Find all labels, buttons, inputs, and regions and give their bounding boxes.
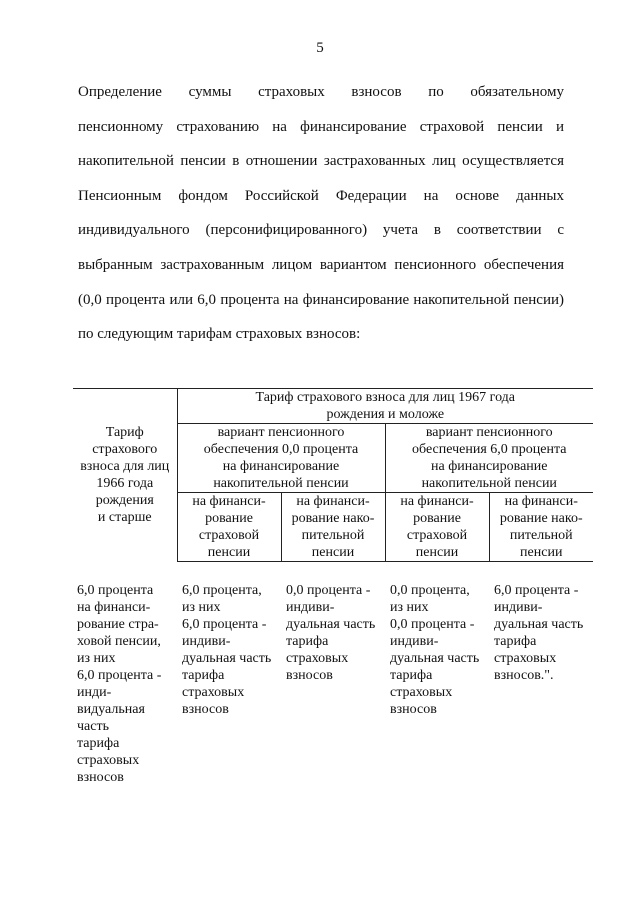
header-line: пенсии bbox=[311, 545, 355, 560]
group-header bbox=[177, 389, 593, 424]
variant-0-header bbox=[177, 424, 385, 493]
subheader-insurance-b bbox=[385, 493, 489, 562]
header-line: рование bbox=[413, 511, 461, 526]
cell-line: страховых bbox=[182, 685, 245, 700]
cell-line: индиви- bbox=[182, 634, 231, 649]
cell-line: 6,0 процента - bbox=[182, 617, 267, 632]
cell-line: тарифа bbox=[494, 634, 537, 649]
cell-line: индиви- bbox=[286, 600, 335, 615]
body-paragraph bbox=[78, 75, 564, 352]
tariff-table bbox=[73, 388, 593, 786]
variant-6-header bbox=[385, 424, 593, 493]
cell-line: взносов.". bbox=[494, 668, 554, 683]
cell-line: 0,0 процента - bbox=[390, 617, 475, 632]
table-cell bbox=[73, 582, 177, 786]
header-line: 1966 года bbox=[96, 476, 154, 492]
header-line: на финансирование bbox=[222, 459, 340, 474]
cell-line: тарифа bbox=[182, 668, 225, 683]
cell-line: 6,0 процента - bbox=[494, 583, 579, 598]
cell-line: дуальная часть bbox=[182, 651, 272, 666]
paragraph-line: по следующим тарифам страховых взносов: bbox=[78, 326, 361, 343]
page-number: 5 bbox=[316, 40, 324, 56]
header-line: обеспечения 0,0 процента bbox=[203, 442, 359, 457]
cell-line: тарифа bbox=[77, 736, 120, 751]
table-cell bbox=[489, 582, 593, 786]
subheader-insurance-a bbox=[177, 493, 281, 562]
cell-line: страховых bbox=[494, 651, 557, 666]
header-line: на финанси- bbox=[504, 494, 578, 509]
cell-line: взносов bbox=[390, 702, 437, 717]
col1-header bbox=[73, 389, 177, 562]
cell-line: взносов bbox=[286, 668, 333, 683]
header-line: на финанси- bbox=[192, 494, 266, 509]
header-line: накопительной пенсии bbox=[213, 476, 349, 491]
cell-line: дуальная часть bbox=[286, 617, 376, 632]
header-line: Тариф bbox=[105, 425, 144, 441]
cell-line: 0,0 процента, bbox=[390, 583, 470, 598]
cell-line: из них bbox=[77, 651, 116, 666]
paragraph-line: накопительной пенсии в отношении застрахованных лиц осуществляется bbox=[78, 153, 564, 170]
cell-line: страховых bbox=[77, 753, 140, 768]
header-line: рождения bbox=[95, 493, 154, 509]
table-cell bbox=[385, 582, 489, 786]
header-line: обеспечения 6,0 процента bbox=[412, 442, 567, 457]
subheader-funded-a bbox=[281, 493, 385, 562]
header-line: на финанси- bbox=[296, 494, 370, 509]
header-line: взноса для лиц bbox=[80, 459, 170, 475]
cell-line: 6,0 процента - bbox=[77, 668, 162, 683]
subheader-funded-b bbox=[489, 493, 593, 562]
header-line: на финанси- bbox=[400, 494, 474, 509]
header-line: на финансирование bbox=[430, 459, 548, 474]
header-line: страхового bbox=[92, 442, 158, 458]
cell-line: индиви- bbox=[390, 634, 439, 649]
cell-line: взносов bbox=[77, 770, 124, 785]
header-line: рождения и моложе bbox=[326, 407, 445, 422]
paragraph-line: (0,0 процента или 6,0 процента на финансирование накопительной пенсии) bbox=[78, 291, 564, 308]
cell-line: ховой пенсии, bbox=[77, 634, 161, 649]
table-row bbox=[73, 582, 593, 786]
header-line: пенсии bbox=[415, 545, 459, 560]
paragraph-line: индивидуального (персонифицированного) учета в соответствии с bbox=[78, 222, 564, 239]
cell-line: 6,0 процента bbox=[77, 583, 154, 598]
header-line: рование bbox=[205, 511, 253, 526]
header-line: пенсии bbox=[520, 545, 563, 560]
cell-line: из них bbox=[390, 600, 429, 615]
cell-line: рование стра- bbox=[77, 617, 159, 632]
paragraph-line: выбранным застрахованным лицом вариантом пенсионного обеспечения bbox=[78, 256, 564, 273]
cell-line: дуальная часть bbox=[494, 617, 584, 632]
header-line: страховой bbox=[406, 528, 468, 543]
cell-line: тарифа bbox=[390, 668, 433, 683]
header-line: вариант пенсионного bbox=[425, 425, 553, 440]
cell-line: из них bbox=[182, 600, 221, 615]
cell-line: на финанси- bbox=[77, 600, 151, 615]
header-line: Тариф страхового взноса для лиц 1967 года bbox=[255, 390, 515, 405]
header-line: рование нако- bbox=[291, 511, 375, 526]
cell-line: видуальная часть bbox=[77, 702, 145, 734]
cell-line: индиви- bbox=[494, 600, 543, 615]
header-line: страховой bbox=[198, 528, 260, 543]
header-line: пенсии bbox=[207, 545, 251, 560]
paragraph-line: пенсионному страхованию на финансирование страховой пенсии и bbox=[78, 118, 564, 135]
cell-line: 0,0 процента - bbox=[286, 583, 371, 598]
cell-line: страховых bbox=[286, 651, 349, 666]
cell-line: страховых bbox=[390, 685, 453, 700]
table-cell bbox=[177, 582, 281, 786]
cell-line: тарифа bbox=[286, 634, 329, 649]
paragraph-line: Пенсионным фондом Российской Федерации на основе данных bbox=[78, 187, 564, 204]
paragraph-line: Определение суммы страховых взносов по обязательному bbox=[78, 84, 564, 100]
header-line: пительной bbox=[509, 528, 573, 543]
header-line: и старше bbox=[97, 510, 152, 526]
cell-line: инди- bbox=[77, 685, 112, 700]
table-cell bbox=[281, 582, 385, 786]
cell-line: взносов bbox=[182, 702, 229, 717]
header-line: рование нако- bbox=[499, 511, 583, 526]
header-line: вариант пенсионного bbox=[217, 425, 345, 440]
header-line: накопительной пенсии bbox=[421, 476, 557, 491]
cell-line: 6,0 процента, bbox=[182, 583, 262, 598]
cell-line: дуальная часть bbox=[390, 651, 480, 666]
header-line: пительной bbox=[301, 528, 365, 543]
